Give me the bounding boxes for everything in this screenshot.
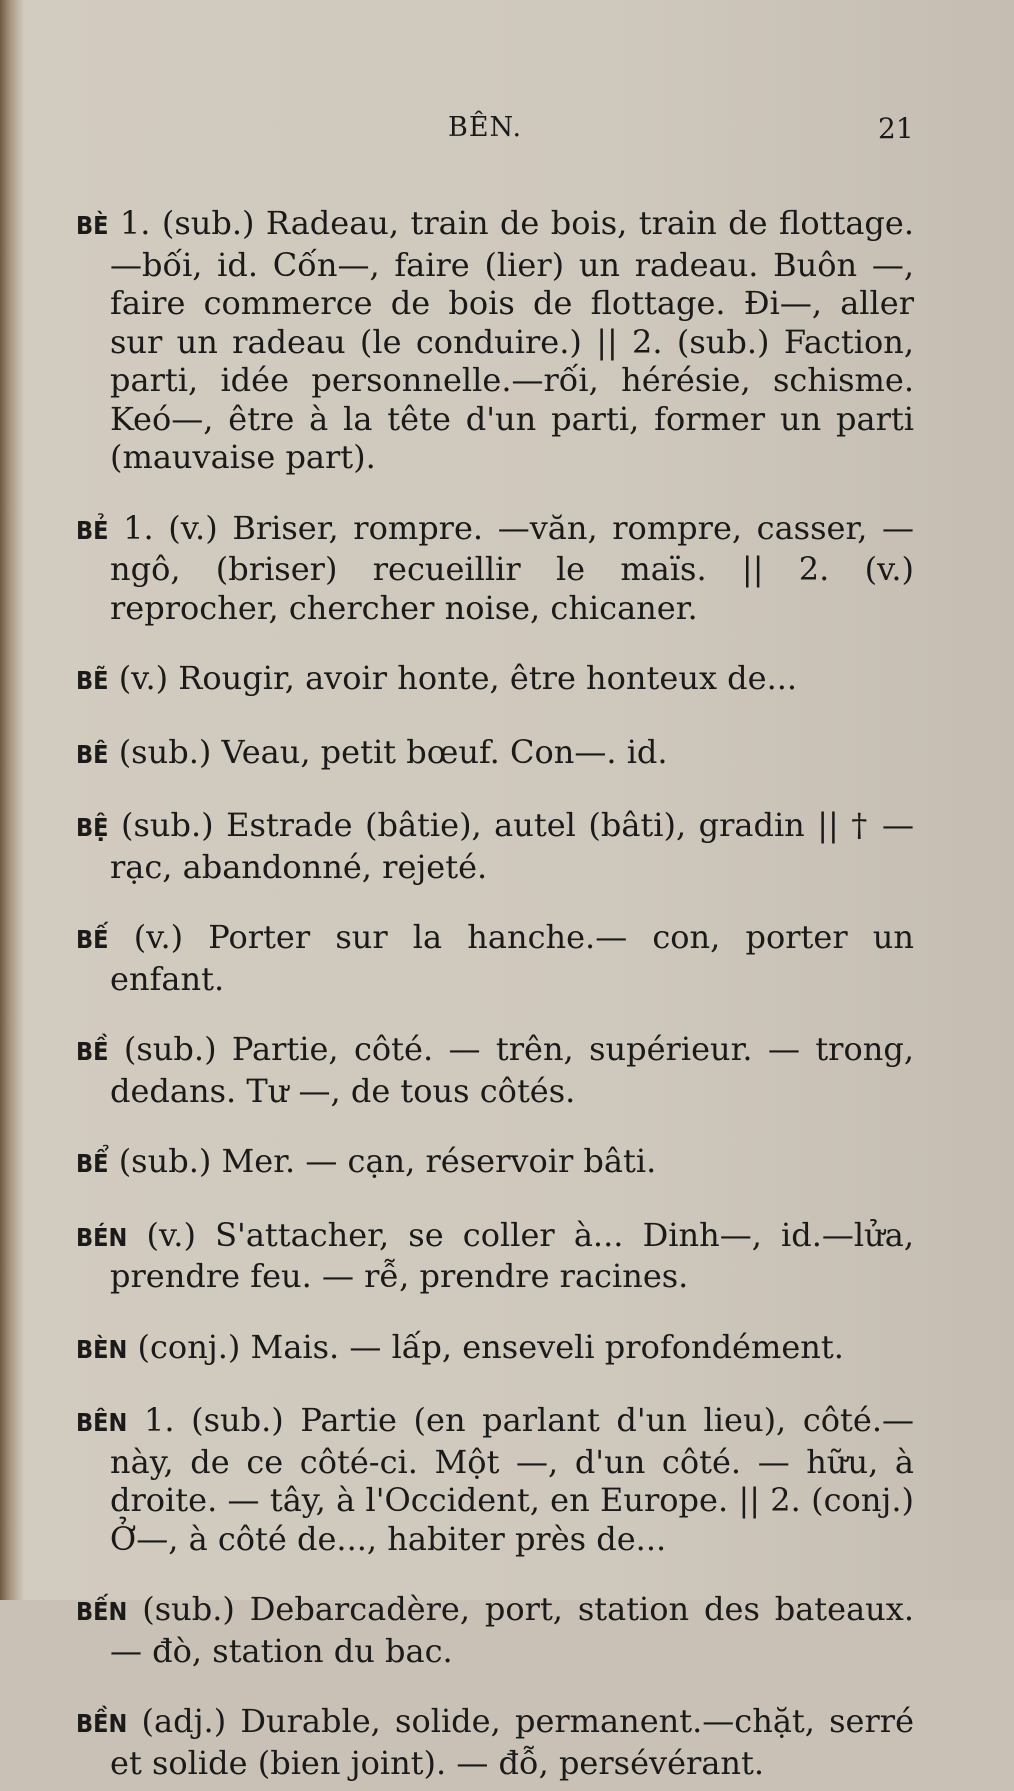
definition: (sub.) Partie, côté. — trên, supérieur. — trong, dedans. Tư —, de tous côtés. <box>110 1030 915 1110</box>
definition: 1. (v.) Briser, rompre. —văn, rompre, casser, —ngô, (briser) recueillir le maïs. || 2. (v.) reprocher, chercher noise, chicaner. <box>110 508 915 627</box>
entry-ben-circumflex-acute <box>76 1590 914 1670</box>
entry-be-circumflex-grave <box>76 1030 914 1110</box>
entry-be-dot <box>76 806 914 886</box>
headword: BÈN <box>76 1334 128 1364</box>
definition: (v.) Porter sur la hanche.— con, porter un enfant. <box>110 918 915 998</box>
definition: (sub.) Estrade (bâtie), autel (bâti), gradin || † —rạc, abandonné, rejeté. <box>110 806 915 886</box>
definition: (sub.) Veau, petit bœuf. Con—. id. <box>118 732 668 771</box>
entry-ben-circumflex <box>76 1401 914 1558</box>
headword: BÊ <box>76 739 109 769</box>
definition: (sub.) Debarcadère, port, station des bateaux. — đò, station du bac. <box>110 1590 915 1670</box>
entry-be-acute <box>76 918 914 998</box>
entry-be-tilde <box>76 659 914 701</box>
definition: (adj.) Durable, solide, permanent.—chặt, serré et solide (bien joint). — đỗ, persévérant. <box>110 1702 915 1782</box>
entry-be-grave <box>76 204 914 477</box>
entry-ben-acute <box>76 1216 914 1296</box>
entry-list <box>76 172 914 1791</box>
entry-ben-circumflex-grave <box>76 1702 914 1782</box>
headword: BẼ <box>76 666 109 695</box>
headword: BỆ <box>76 813 109 842</box>
page-number: 21 <box>878 112 914 145</box>
definition: (v.) Rougir, avoir honte, être honteux de... <box>118 659 798 697</box>
definition: (conj.) Mais. — lấp, enseveli profondément. <box>137 1327 844 1366</box>
headword: BẾN <box>76 1597 128 1626</box>
headword: BỀ <box>76 1037 109 1066</box>
headword: BẾ <box>76 925 109 954</box>
headword: BẺ <box>76 515 109 545</box>
page-header <box>0 112 1014 152</box>
headword: BÉN <box>76 1222 128 1252</box>
entry-be-circumflex <box>76 733 914 775</box>
headword: BÈ <box>76 211 109 240</box>
headword: BỂ <box>76 1149 109 1178</box>
running-head: BÊN. <box>448 112 523 143</box>
entry-be-circumflex-hook <box>76 1142 914 1184</box>
headword: BỀN <box>76 1709 128 1738</box>
definition: (sub.) Mer. — cạn, réservoir bâti. <box>118 1142 657 1180</box>
definition: 1. (sub.) Partie (en parlant d'un lieu), côté.— này, de ce côté-ci. Một —, d'un côté. — hữu, à droite. — tây, à l'Occident, en Europe. || 2. (conj.) Ở—, à côté de..., habiter près de... <box>110 1401 915 1558</box>
definition: (v.) S'attacher, se coller à... Dinh—, id.—lửa, prendre feu. — rễ, prendre racines. <box>110 1215 915 1295</box>
headword: BÊN <box>76 1408 128 1437</box>
entry-be-hook <box>76 509 914 628</box>
entry-ben-grave <box>76 1328 914 1370</box>
definition: 1. (sub.) Radeau, train de bois, train de flottage. —bối, id. Cốn—, faire (lier) un radeau. Buôn —, faire commerce de bois de flottage. Đi—, aller sur un radeau (le conduire.) || 2. (sub.) Faction, parti, idée personnelle.—rối, hérésie, schisme. Keó—, être à la tête d'un parti, former un parti (mauvaise part). <box>110 204 915 476</box>
